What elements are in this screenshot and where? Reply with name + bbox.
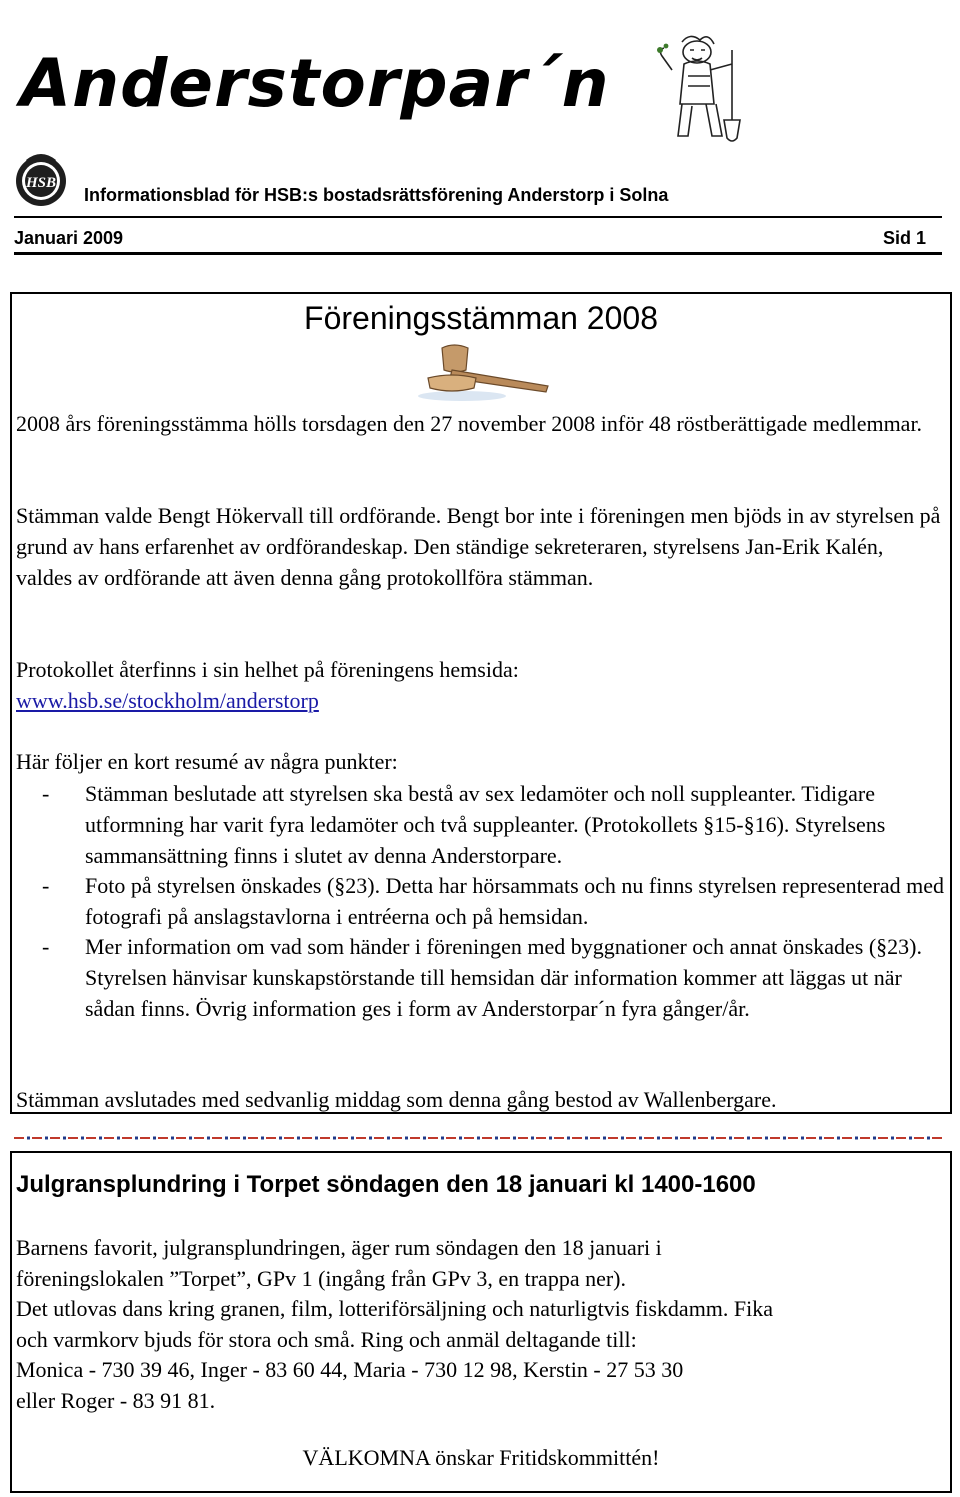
homepage-link[interactable]: www.hsb.se/stockholm/anderstorp [16,688,319,713]
event-line: Det utlovas dans kring granen, film, lotteriförsäljning och naturligtvis fiskdamm. Fika [16,1296,774,1321]
logo-text: HSB [25,175,57,191]
masthead-title: Anderstorpar´n [20,45,610,122]
paragraph-closing: Stämman avslutades med sedvanlig middag som denna gång bestod av Wallenbergare. [16,1087,777,1112]
list-item [16,778,944,871]
paragraph-chair: Stämman valde Bengt Hökervall till ordförande. Bengt bor inte i föreningen men bjöds in av styrelsen på grund av hans erfarenhet av ordförandeskap. Den ständige sekreteraren, styrelsens Jan-Erik Kalén, valdes av ordförande att även denna gång protokollföra stämman. [16,503,941,590]
paragraph-protocol [16,654,944,716]
article-title: Julgransplundring i Torpet söndagen den 18 januari kl 1400-1600 [16,1171,756,1198]
list-item-text: Mer information om vad som händer i föreningen med byggnationer och annat önskades (§23). Styrelsen hänvisar kunskapstörstande till hemsidan där information kommer att läggas ut när sådan finns. Övrig information ges i form av Anderstorpar´n fyra gånger/år. [85,934,922,1021]
decorative-divider [14,1130,944,1140]
gavel-icon [412,342,562,404]
article-julgransplundring [10,1151,952,1493]
bullet-dash: - [42,873,50,898]
summary-intro: Här följer en kort resumé av några punkter: [16,749,398,774]
page-number: Sid 1 [882,228,926,248]
paragraph-intro: 2008 års föreningsstämma hölls torsdagen den 27 november 2008 inför 48 röstberättigade medlemmar. [16,411,923,436]
list-item [16,870,944,932]
issue-date: Januari 2009 [14,228,124,248]
event-line: och varmkorv bjuds för stora och små. Ring och anmäl deltagande till: [16,1327,637,1352]
protocol-text: Protokollet återfinns i sin helhet på föreningens hemsida: [16,657,519,682]
issue-bar [14,216,942,255]
event-line: Barnens favorit, julgransplundringen, äger rum söndagen den 18 januari i [16,1235,662,1260]
article-title: Föreningsstämman 2008 [304,300,658,336]
event-line: föreningslokalen ”Torpet”, GPv 1 (ingång från GPv 3, en trappa ner). [16,1266,626,1291]
list-item [16,931,944,1024]
bullet-dash: - [42,934,50,959]
gardener-illustration-icon [652,30,760,150]
list-item-text: Stämman beslutade att styrelsen ska bestå av sex ledamöter och noll suppleanter. Tidigare utformning har varit fyra ledamöter och två suppleanter. (Protokollets §15-§16). Styrelsens sammansättning finns i slutet av denna Anderstorpare. [85,781,886,868]
contact-line: Monica - 730 39 46, Inger - 83 60 44, Maria - 730 12 98, Kerstin - 27 53 30 [16,1357,684,1382]
list-item-text: Foto på styrelsen önskades (§23). Detta har hörsammats och nu finns styrelsen representerad med fotografi på anslagstavlorna i entréerna och på hemsidan. [85,873,944,929]
newsletter-subtitle: Informationsblad för HSB:s bostadsrättsförening Anderstorp i Solna [84,185,669,205]
bullet-dash: - [42,781,50,806]
article-foreningsstamman [10,292,952,1114]
contact-line: eller Roger - 83 91 81. [16,1388,216,1413]
hsb-logo-icon [12,150,70,208]
welcome-text: VÄLKOMNA önskar Fritidskommittén! [302,1445,660,1470]
